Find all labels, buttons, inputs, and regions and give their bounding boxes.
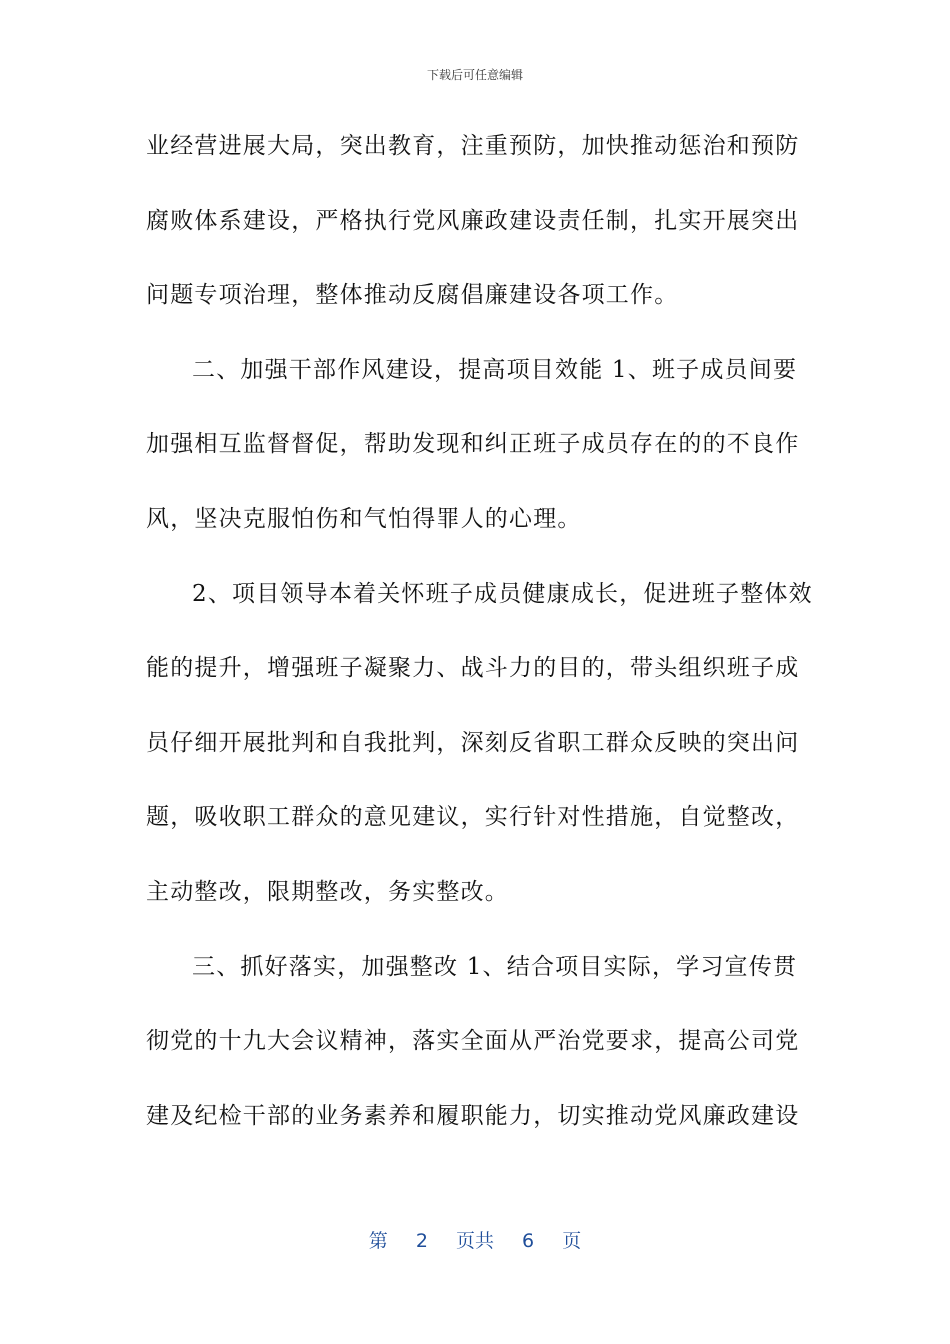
text-line: 主动整改，限期整改，务实整改。	[146, 878, 509, 905]
page-label-mid: 页共	[455, 1230, 494, 1252]
text-line: 业经营进展大局，突出教育，注重预防，加快推动惩治和预防	[146, 133, 800, 159]
text-line: 风，坚决克服怕伤和气怕得罪人的心理。	[146, 505, 582, 532]
page-label-suffix: 页	[562, 1230, 582, 1252]
page-label-prefix: 第	[368, 1230, 388, 1252]
text-line: 腐败体系建设，严格执行党风廉政建设责任制，扎实开展突出	[146, 207, 800, 234]
text-line: 题，吸收职工群众的意见建议，实行针对性措施，自觉整改，	[146, 804, 800, 831]
text-line: 加强相互监督督促，帮助发现和纠正班子成员存在的的不良作	[146, 431, 800, 458]
text-line: 能的提升，增强班子凝聚力、战斗力的目的，带头组织班子成	[146, 655, 800, 682]
document-body	[146, 126, 813, 1170]
text-line: 2、项目领导本着关怀班子成员健康成长，促进班子整体效	[192, 580, 813, 607]
text-line: 员仔细开展批判和自我批判，深刻反省职工群众反映的突出问	[146, 729, 800, 756]
page-footer	[0, 1226, 950, 1253]
header-note: 下载后可任意编辑	[426, 68, 523, 82]
text-line: 彻党的十九大会议精神，落实全面从严治党要求，提高公司党	[146, 1028, 800, 1055]
text-line: 建及纪检干部的业务素养和履职能力，切实推动党风廉政建设	[146, 1102, 800, 1129]
text-line: 问题专项治理，整体推动反腐倡廉建设各项工作。	[146, 282, 679, 309]
text-line: 二、加强干部作风建设，提高项目效能 1、班子成员间要	[192, 356, 798, 383]
total-page-count: 6	[522, 1230, 535, 1252]
current-page-number: 2	[415, 1230, 428, 1252]
text-line: 三、抓好落实，加强整改 1、结合项目实际，学习宣传贯	[192, 953, 798, 980]
